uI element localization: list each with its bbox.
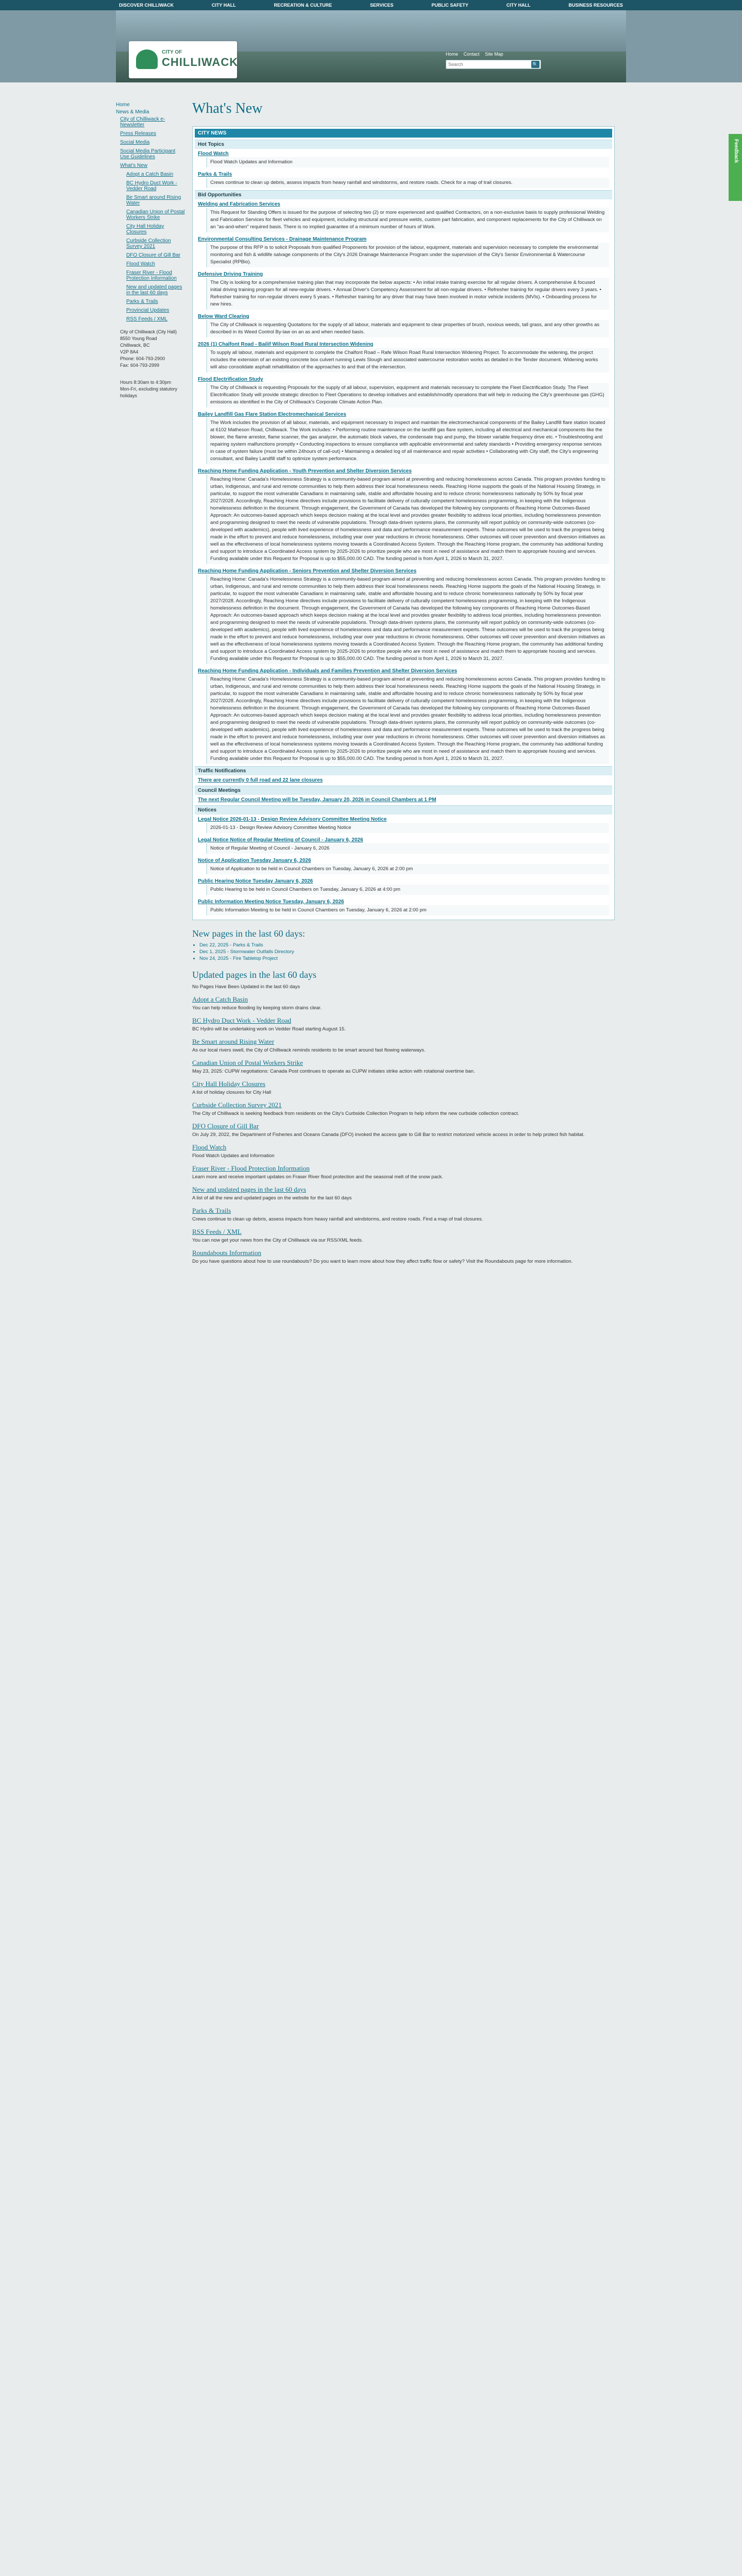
sidebar-subitem[interactable]: Curbside Collection Survey 2021: [126, 238, 171, 249]
news-item-summary: This Request for Standing Offers is issued for the purpose of selecting two (2) or more experienced and qualified Contractors, on a non-exclusive basis to supply professional Welding and Fabrication Services for fleet vehicles and equipment, including structural and pressure welds, custom part fabrication, and component replacements for the City of Chilliwack on an "as-and-when" required basis. There is no implied guarantee of a minimum number of hours of Work.: [206, 208, 609, 232]
news-item-link[interactable]: Welding and Fabrication Services: [198, 201, 280, 207]
article-summary: You can help reduce flooding by keeping storm drains clear.: [192, 1005, 322, 1011]
sidebar-subitem[interactable]: Fraser River - Flood Protection Information: [126, 270, 177, 281]
news-item-link[interactable]: Flood Watch: [198, 151, 229, 157]
top-nav-tab[interactable]: PUBLIC SAFETY: [431, 3, 468, 8]
breadcrumb-link[interactable]: News & Media: [116, 109, 149, 115]
sidebar-subitem[interactable]: Be Smart around Rising Water: [126, 195, 181, 206]
article-summary: BC Hydro will be undertaking work on Vedder Road starting August 15.: [192, 1026, 346, 1032]
feedback-tab[interactable]: [729, 134, 742, 201]
top-navigation-bar: [0, 0, 742, 10]
news-item-summary: Reaching Home: Canada's Homelessness Strategy is a community-based program aimed at preventing and reducing homelessness across Canada. This program provides funding to urban, Indigenous, and rural and remote communities to help them address their local homelessness needs. Reaching Home supports the goals of the National Housing Strategy, in particular, to support the most vulnerable Canadians in maintaining safe, stable and affordable housing and to reduce chronic homelessness nationally by 50% by fiscal year 2027/2028. Accordingly, Reaching Home directives include provisions to facilitate delivery of culturally competent homelessness programming, in keeping with the Indigenous homelessness definition in the document. Through engagement, the Government of Canada has developed the following key components of Reaching Home Outcomes-Based Approach: An outcomes-based approach which keeps decision making at the local level and provides greater flexibility to address local priorities, including homelessness prevention and programming designed to meet the needs of vulnerable populations. Through data-driven systems plans, the community will report publicly on community-wide outcomes (co-developed with academics), people with lived experience of homelessness and data and performance measurement experts. These outcomes will be used to track the progress being made in the effort to prevent and reduce homelessness, including year over year reductions in chronic homelessness. Other outcomes will cover prevention and diversion initiatives as well as the effectiveness of local homelessness systems moving towards a Coordinated Access System. Through the Reaching Home program, the community has additional funding and support to introduce a Coordinated Access system by 2025-2026 to prioritize people who are most in need of assistance and match them to appropriate housing and services. Funding available under this Request for Proposal is up to $55,000.00 CAD. The funding period is from April 1, 2026 to March 31, 2027.: [206, 574, 609, 664]
news-item-link[interactable]: Below Ward Clearing: [198, 314, 249, 319]
hours-line: Hours 8:30am to 4:30pm: [120, 380, 172, 385]
article-title-link[interactable]: Adopt a Catch Basin: [192, 995, 248, 1003]
news-item-link[interactable]: Reaching Home Funding Application - Seniors Prevention and Shelter Diversion Services: [198, 568, 417, 574]
article-title-link[interactable]: DFO Closure of Gill Bar: [192, 1122, 259, 1130]
sidebar-subitem[interactable]: BC Hydro Duct Work - Vedder Road: [126, 180, 177, 192]
new-pages-heading: New pages in the last 60 days:: [192, 928, 305, 939]
news-item-link[interactable]: Public Information Meeting Notice Tuesday, January 6, 2026: [198, 899, 344, 905]
top-nav-tabs: [116, 0, 626, 10]
news-item-summary: Notice of Application to be held in Council Chambers on Tuesday, January 6, 2026 at 2:00 pm: [206, 864, 609, 874]
news-item-link[interactable]: Notice of Application Tuesday January 6, 2026: [198, 858, 311, 863]
sidebar-subitem[interactable]: Parks & Trails: [126, 299, 158, 304]
news-section-heading: Council Meetings: [195, 786, 612, 795]
top-nav-tab[interactable]: DISCOVER CHILLIWACK: [119, 3, 174, 8]
news-item-summary: The City of Chilliwack is requesting Proposals for the supply of all labour, supervision, equipment and materials necessary to complete the Fleet Electrification Study. The Fleet Electrification Study will provide strategic direction to Fleet Operations to develop initiatives and establish/modify operations that will help in reducing the City's greenhouse gas (GHG) emissions as identified in the City of Chilliwack's Corporate Climate Action Plan.: [206, 383, 609, 408]
article-summary: A list of holiday closures for City Hall: [192, 1090, 272, 1095]
header-link-home[interactable]: Home: [446, 52, 459, 57]
news-item-link[interactable]: Flood Electrification Study: [198, 377, 263, 382]
news-item-link[interactable]: There are currently 0 full road and 22 lane closures: [198, 777, 323, 783]
address-line: Chilliwack, BC: [120, 343, 150, 348]
main-content: [192, 85, 615, 1267]
new-page-item[interactable]: • Dec 22, 2025 - Parks & Trails: [199, 942, 615, 948]
feedback-tab-label: Feedback: [733, 139, 739, 163]
news-item-summary: Flood Watch Updates and Information: [206, 157, 609, 167]
hours-line: Mon-Fri, excluding statutory holidays: [120, 386, 178, 398]
news-item-summary: Public Hearing to be held in Council Chambers on Tuesday, January 6, 2026 at 4:00 pm: [206, 885, 609, 895]
news-item-summary: The City is looking for a comprehensive training plan that may incorporate the below aspects: • An initial intake training exercise for all regular drivers. A comprehensive & focused initial driving training program for all new-regular drivers. • Annual Driver's Competency Assessment for all non-regular drivers. • Refresher training for regular drivers every 3 years. • Refresher training for non-regular drivers every 5 years. • Refresher training for any driver that may have been involved in motor vehicle incidents (MVIs). • Onboarding process for new hires.: [206, 278, 609, 310]
article-summary: You can now get your news from the City of Chilliwack via our RSS/XML feeds.: [192, 1238, 363, 1243]
sidebar-subitem[interactable]: Adopt a Catch Basin: [126, 172, 174, 177]
news-item-summary: Notice of Regular Meeting of Council - January 6, 2026: [206, 843, 609, 854]
news-item-summary: The City of Chilliwack is requesting Quotations for the supply of all labour, materials and equipment to clear properties of brush, noxious weeds, tall grass, and any other growths as described in its Weed Control By-law on an as and when needed basis.: [206, 320, 609, 337]
news-item-link[interactable]: Legal Notice Notice of Regular Meeting of Council - January 6, 2026: [198, 837, 363, 843]
article-summary: Do you have questions about how to use roundabouts? Do you want to learn more about how they affect traffic flow or safety? Visit the Roundabouts page for more information.: [192, 1259, 573, 1264]
address-line: Fax: 604-793-2999: [120, 363, 160, 368]
news-section-heading: Hot Topics: [195, 140, 612, 149]
news-item-link[interactable]: Bailey Landfill Gas Flare Station Electromechanical Services: [198, 412, 346, 417]
sidebar-subitem[interactable]: Provincial Updates: [126, 308, 170, 313]
article-title-link[interactable]: New and updated pages in the last 60 days: [192, 1185, 306, 1193]
article-summary: May 23, 2025: CUPW negotiations: Canada Post continues to operate as CUPW initiates strike action with rotational overtime ban.: [192, 1069, 475, 1074]
header-link-sitemap[interactable]: Site Map: [485, 52, 503, 57]
sidebar-subitem[interactable]: RSS Feeds / XML: [126, 316, 168, 322]
article-title-link[interactable]: Flood Watch: [192, 1143, 227, 1151]
news-item-summary: 2026-01-13 - Design Review Advisory Committee Meeting Notice: [206, 823, 609, 833]
article-summary: The City of Chilliwack is seeking feedback from residents on the City's Curbside Collection Program to help inform the new curbside collection contract.: [192, 1111, 519, 1116]
article-title-link[interactable]: Roundabouts Information: [192, 1249, 261, 1257]
article-summary: As our local rivers swell, the City of Chilliwack reminds residents to be smart around fast flowing waterways.: [192, 1047, 426, 1053]
article-title-link[interactable]: RSS Feeds / XML: [192, 1228, 242, 1235]
page-title: What's New: [192, 100, 263, 116]
sidebar-item[interactable]: Social Media: [120, 140, 150, 145]
logo-emblem-icon: [136, 49, 158, 69]
news-item-summary: To supply all labour, materials and equipment to complete the Chalfont Road – Rafe Wilson Road Rural Intersection Widening Project. To accommodate the widening, the project includes the extension of an existing concrete box culvert running Lewis Slough and associated watercourse restoration works as detailed in the Tender document. Widening works will also consolidate asphalt rehabilitation of the approaches to and that of the intersection.: [206, 348, 609, 372]
breadcrumb-link[interactable]: Home: [116, 102, 130, 108]
news-section-heading: Traffic Notifications: [195, 766, 612, 775]
city-news-header: CITY NEWS: [195, 129, 612, 138]
header-utility-links: [446, 52, 508, 57]
address-line: City of Chilliwack (City Hall): [120, 329, 177, 334]
sidebar-subitem[interactable]: Canadian Union of Postal Workers Strike: [126, 209, 185, 221]
address-line: V2P 8A4: [120, 349, 139, 354]
news-item-link[interactable]: The next Regular Council Meeting will be Tuesday, January 20, 2026 in Council Chambers at 1 PM: [198, 797, 436, 803]
updated-pages-heading: Updated pages in the last 60 days: [192, 970, 316, 980]
news-item-link[interactable]: 2026 (1) Chalfont Road - Bailif Wilson Road Rural Intersection Widening: [198, 342, 374, 347]
news-item-link[interactable]: Legal Notice 2026-01-13 - Design Review Advisory Committee Meeting Notice: [198, 817, 387, 822]
article-title-link[interactable]: Curbside Collection Survey 2021: [192, 1101, 282, 1109]
news-item-link[interactable]: Environmental Consulting Services - Drainage Maintenance Program: [198, 236, 367, 242]
site-header: [0, 10, 742, 82]
article-summary: Learn more and receive important updates on Fraser River flood protection and the seasonal melt of the snow pack.: [192, 1174, 443, 1180]
address-line: Phone: 604-793-2900: [120, 356, 165, 361]
top-nav-tab[interactable]: CITY HALL: [211, 3, 236, 8]
news-item-summary: Reaching Home: Canada's Homelessness Strategy is a community-based program aimed at preventing and reducing homelessness across Canada. This program provides funding to urban, Indigenous, and rural and remote communities to help them address their local homelessness needs. Reaching Home supports the goals of the National Housing Strategy, in particular, to support the most vulnerable Canadians in maintaining safe, stable and affordable housing and to reduce chronic homelessness nationally by 50% by fiscal year 2027/2028. Accordingly, Reaching Home directives include provisions to facilitate delivery of culturally competent homelessness programming, in keeping with the Indigenous homelessness definition in the document. Through engagement, the Government of Canada has developed the following key components of Reaching Home Outcomes-Based Approach: An outcomes-based approach which keeps decision making at the local level and provides greater flexibility to address local priorities, including homelessness prevention and programming designed to meet the needs of vulnerable populations. Through data-driven systems plans, the community will report publicly on community-wide outcomes (co-developed with academics), people with lived experience of homelessness and data and performance measurement experts. These outcomes will be used to track the progress being made in the effort to prevent and reduce homelessness, including year over year reductions in chronic homelessness. Other outcomes will cover prevention and diversion initiatives as well as the effectiveness of local homelessness systems moving towards a Coordinated Access System. Through the Reaching Home program, the community has additional funding and support to introduce a Coordinated Access system by 2025-2026 to prioritize people who are most in need of assistance and match them to appropriate housing and services. Funding available under this Request for Proposal is up to $55,000.00 CAD. The funding period is from April 1, 2026 to March 31, 2027.: [206, 674, 609, 764]
news-item-link[interactable]: Reaching Home Funding Application - Individuals and Families Prevention and Shelter Diversion Services: [198, 668, 458, 674]
new-pages-list: [192, 942, 615, 961]
article-title-link[interactable]: BC Hydro Duct Work - Vedder Road: [192, 1016, 292, 1024]
news-item-summary: Reaching Home: Canada's Homelessness Strategy is a community-based program aimed at preventing and reducing homelessness across Canada. This program provides funding to urban, Indigenous, and rural and remote communities to help them address their local homelessness needs. Reaching Home supports the goals of the National Housing Strategy, in particular, to support the most vulnerable Canadians in maintaining safe, stable and affordable housing and to reduce chronic homelessness nationally by 50% by fiscal year 2027/2028. Accordingly, Reaching Home directives include provisions to facilitate delivery of culturally competent homelessness programming, in keeping with the Indigenous homelessness definition in the document. Through engagement, the Government of Canada has developed the following key components of Reaching Home Outcomes-Based Approach: An outcomes-based approach which keeps decision making at the local level and provides greater flexibility to address local priorities, including homelessness prevention and programming designed to meet the needs of vulnerable populations. Through data-driven systems plans, the community will report publicly on community-wide outcomes (co-developed with academics), people with lived experience of homelessness and data and performance measurement experts. These outcomes will be used to track the progress being made in the effort to prevent and reduce homelessness, including year over year reductions in chronic homelessness. Other outcomes will cover prevention and diversion initiatives as well as the effectiveness of local homelessness systems moving towards a Coordinated Access System. Through the Reaching Home program, the community has additional funding and support to introduce a Coordinated Access system by 2025-2026 to prioritize people who are most in need of assistance and match them to appropriate housing and services. Funding available under this Request for Proposal is up to $55,000.00 CAD. The funding period is from April 1, 2026 to March 31, 2027.: [206, 474, 609, 564]
top-nav-tab[interactable]: SERVICES: [370, 3, 394, 8]
news-item-summary: Crews continue to clean up debris, assess impacts from heavy rainfall and windstorms, and restore roads. Check for a map of trail closures.: [206, 178, 609, 188]
news-item-summary: Public Information Meeting to be held in Council Chambers on Tuesday, January 6, 2026 at 2:00 pm: [206, 905, 609, 916]
news-item-summary: The purpose of this RFP is to solicit Proposals from qualified Proponents for provision of the labour, equipment, materials and supervision necessary to complete the environmental monitoring and fish & wildlife salvage components of the City's 2026 Drainage Maintenance Program under the supervision of the City's Senior Environmental & Watercourse Specialist (RPBio).: [206, 243, 609, 267]
news-item-link[interactable]: Parks & Trails: [198, 172, 232, 177]
city-hall-address: [116, 324, 185, 374]
sidebar-subitem[interactable]: DFO Closure of Gill Bar: [126, 252, 181, 258]
search-input[interactable]: [446, 60, 524, 69]
sidebar-subitem[interactable]: City Hall Holiday Closures: [126, 224, 164, 235]
sidebar-item[interactable]: City of Chilliwack e-Newsletter: [120, 116, 165, 128]
sidebar-item[interactable]: Social Media Participant Use Guidelines: [120, 148, 176, 160]
article-title-link[interactable]: Fraser River - Flood Protection Information: [192, 1164, 310, 1172]
header-link-contact[interactable]: Contact: [463, 52, 480, 57]
city-news-box: [192, 126, 615, 920]
address-line: 8550 Young Road: [120, 336, 157, 341]
article-title-link[interactable]: Be Smart around Rising Water: [192, 1038, 275, 1045]
article-summary: Crews continue to clean up debris, assess impacts from heavy rainfall and windstorms, and restore roads. Find a map of trail closures.: [192, 1216, 483, 1222]
sidebar: [116, 100, 185, 404]
article-summary: On July 29, 2022, the Department of Fisheries and Oceans Canada (DFO) invoked the access gate to Gill Bar to restrict motorized vehicle access in order to help protect fish habitat.: [192, 1132, 585, 1138]
city-logo[interactable]: [129, 41, 237, 78]
news-item-summary: The Work includes the provision of all labour, materials, and equipment necessary to inspect and maintain the electromechanical components of the Bailey Landfill flare station located at 6102 Matheson Road, Chilliwack. The Work includes: • Performing routine maintenance on the landfill gas flare system, including all electrical and mechanical components like the blower, the flame arrestor, flame scanner, the gas analyzer, the automatic block valves, the condensate trap and pump, the blower variable frequency drive etc. • Troubleshooting and repairing system malfunctions promptly • Conducting inspections to ensure compliance with applicable environmental and safety standards • Providing emergency response services in case of system failure (must be within 24hours of call-out) • Maintaining a detailed log of all maintenance and repair activities • Collaborating with City staff, the City's engineering consultant, and Bailey Landfill staff to optimize system performance.: [206, 418, 609, 464]
sidebar-subitem[interactable]: New and updated pages in the last 60 days: [126, 284, 182, 296]
search-box: [446, 60, 541, 69]
sidebar-subitem[interactable]: Flood Watch: [126, 261, 155, 267]
article-title-link[interactable]: Parks & Trails: [192, 1207, 231, 1214]
search-button[interactable]: 🔍: [531, 61, 539, 68]
new-page-item[interactable]: • Dec 1, 2025 - Stormwater Outfalls Directory: [199, 949, 615, 955]
article-summary: Flood Watch Updates and Information: [192, 1153, 275, 1159]
article-title-link[interactable]: Canadian Union of Postal Workers Strike: [192, 1059, 303, 1066]
sidebar-item[interactable]: Press Releases: [120, 131, 157, 137]
news-section-heading: Bid Opportunities: [195, 190, 612, 199]
news-section-heading: Notices: [195, 805, 612, 815]
news-item-link[interactable]: Public Hearing Notice Tuesday January 6, 2026: [198, 878, 313, 884]
top-nav-tab[interactable]: RECREATION & CULTURE: [274, 3, 332, 8]
sidebar-item[interactable]: What's New: [120, 163, 148, 168]
top-nav-tab[interactable]: BUSINESS RESOURCES: [568, 3, 623, 8]
new-page-item[interactable]: • Nov 24, 2025 - Fire Tabletop Project: [199, 956, 615, 961]
updated-pages-note: No Pages Have Been Updated in the last 60 days: [192, 984, 300, 990]
top-nav-tab[interactable]: CITY HALL: [506, 3, 531, 8]
logo-name-text: CHILLIWACK: [162, 56, 239, 69]
article-title-link[interactable]: City Hall Holiday Closures: [192, 1080, 265, 1088]
news-item-link[interactable]: Defensive Driving Training: [198, 272, 263, 277]
article-summary: A list of all the new and updated pages on the website for the last 60 days: [192, 1195, 352, 1201]
news-item-link[interactable]: Reaching Home Funding Application - Youth Prevention and Shelter Diversion Services: [198, 468, 412, 474]
city-hall-hours: [116, 374, 185, 404]
logo-city-text: CITY OF: [162, 49, 182, 55]
